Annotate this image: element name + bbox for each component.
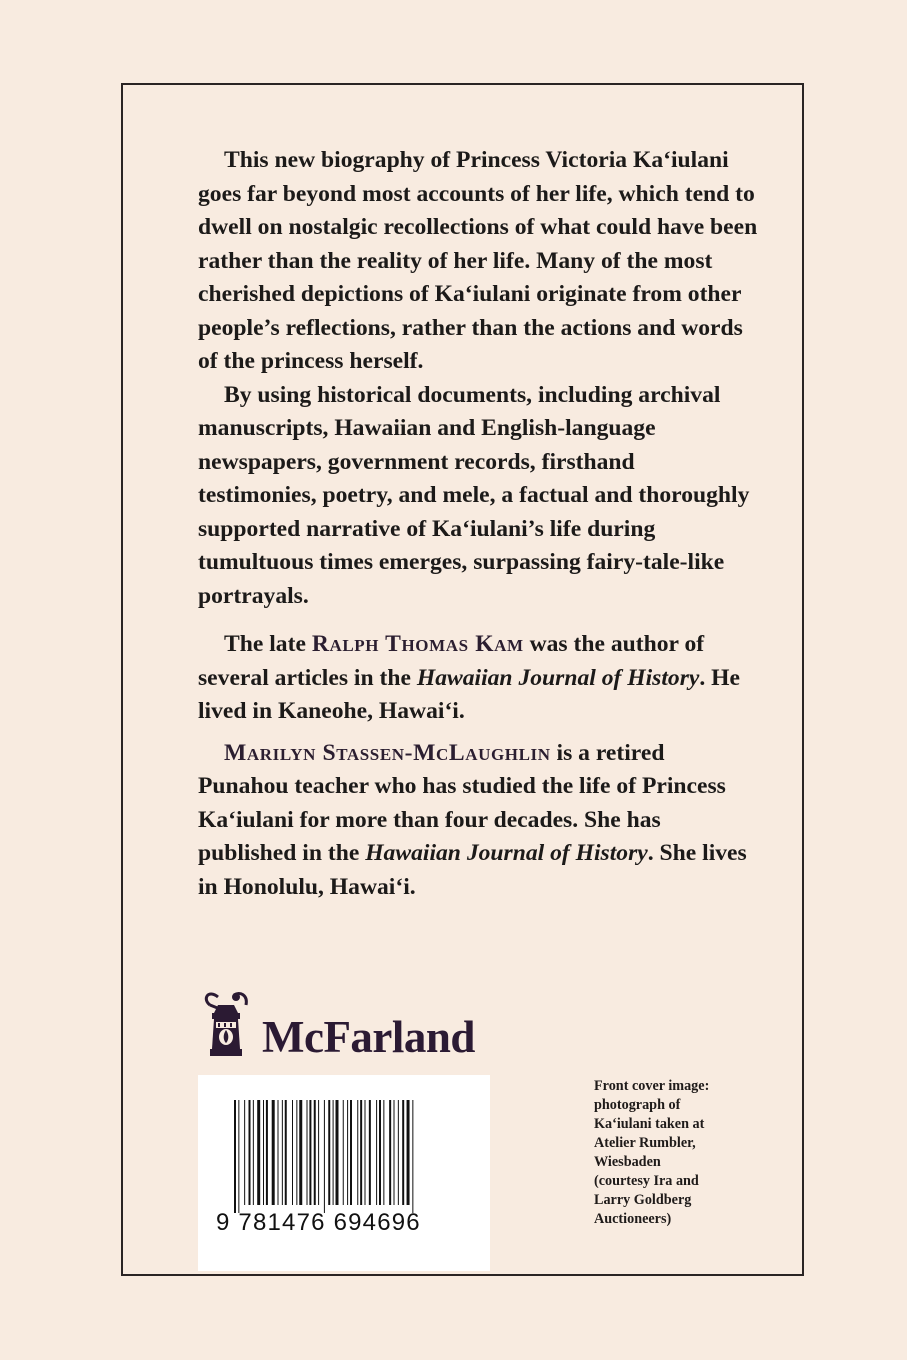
barcode-bar (412, 1100, 413, 1213)
barcode-bar (309, 1100, 311, 1205)
barcode-bar (314, 1100, 316, 1205)
author-bio-2-suffix: . She lives in Honolulu, Hawaiʻi. (198, 840, 747, 900)
publisher-name: McFarland (262, 1012, 475, 1062)
author-bio-1-mid: was the author of several articles in the (198, 631, 705, 691)
author-bio-2 (198, 737, 758, 905)
barcode-bar (357, 1100, 358, 1205)
barcode-bar (394, 1100, 395, 1205)
author-bio-2-mid: is a retired Punahou teacher who has studied the life of Princess Kaʻiulani for more than four decades. She has published in the (198, 739, 726, 866)
journal-title-1: Hawaiian Journal of History (416, 664, 700, 691)
barcode-bar (369, 1100, 371, 1205)
barcode-bar (402, 1100, 404, 1205)
barcode-bar (360, 1100, 362, 1205)
barcode-bar (266, 1100, 268, 1205)
barcode-bar (234, 1100, 236, 1213)
barcode-bar (253, 1100, 254, 1205)
barcode-bar (244, 1100, 245, 1205)
author-bio-1 (198, 628, 758, 729)
barcode-bar (328, 1100, 330, 1205)
barcode-bar (365, 1100, 366, 1205)
barcode-bar (347, 1100, 348, 1205)
barcode-bar (383, 1100, 384, 1205)
isbn-barcode (198, 1075, 490, 1271)
barcode-bar (407, 1100, 410, 1205)
cover-image-credit (594, 1077, 744, 1229)
barcode-bar (350, 1100, 352, 1205)
barcode-bar (278, 1100, 279, 1205)
barcode-bar (292, 1100, 293, 1205)
description-paragraph-1: This new biography of Princess Victoria Kaʻiulani goes far beyond most accounts of her life, which tend to dwell on nostalgic recollections of what could have been rather than the reality of her life. Many of the most cherished depictions of Kaʻiulani originate from other people’s reflections, rather than the actions and words of the princess herself. (198, 147, 758, 374)
barcode-bar (257, 1100, 260, 1205)
back-cover-text (198, 144, 758, 904)
barcode-bar (343, 1100, 344, 1205)
barcode-bar (282, 1100, 283, 1205)
author-name-2: Marilyn Stassen-McLaughlin (224, 739, 551, 766)
barcode-bar (296, 1100, 297, 1205)
author-bio-1-suffix: . He lived in Kaneohe, Hawaiʻi. (198, 664, 740, 724)
barcode-bar (389, 1100, 391, 1205)
barcode-bar (307, 1100, 308, 1205)
barcode-bar (263, 1100, 264, 1205)
barcode-bar (285, 1100, 287, 1205)
barcode-bar (238, 1100, 239, 1213)
barcode-bar (299, 1100, 302, 1205)
barcode-bar (324, 1100, 325, 1213)
barcode-bar (398, 1100, 399, 1205)
barcode-bar (318, 1100, 319, 1205)
barcode-bar (376, 1100, 377, 1205)
barcode-bars (198, 1075, 490, 1271)
author-bio-1-prefix: The late (224, 631, 312, 657)
author-name-1: Ralph Thomas Kam (311, 631, 524, 657)
barcode-bar (272, 1100, 275, 1205)
description-paragraph-2: By using historical documents, including archival manuscripts, Hawaiian and English-language newspapers, government records, firsthand testimonies, poetry, and mele, a factual and thoroughly supported narrative of Kaʻiulani’s life during tumultuous times emerges, surpassing fairy-tale-like portrayals. (198, 381, 750, 609)
isbn-number: 9 781476 694696 (216, 1209, 421, 1236)
barcode-bar (249, 1100, 251, 1205)
cover-credit-text: Front cover image: photograph of Kaʻiulani taken at Atelier Rumbler, Wiesbaden (courtesy Ira and Larry Goldberg Auctioneers) (594, 1078, 710, 1227)
barcode-bar (336, 1100, 339, 1205)
barcode-bar (379, 1100, 381, 1205)
barcode-bar (333, 1100, 334, 1205)
journal-title-2: Hawaiian Journal of History (365, 840, 648, 866)
